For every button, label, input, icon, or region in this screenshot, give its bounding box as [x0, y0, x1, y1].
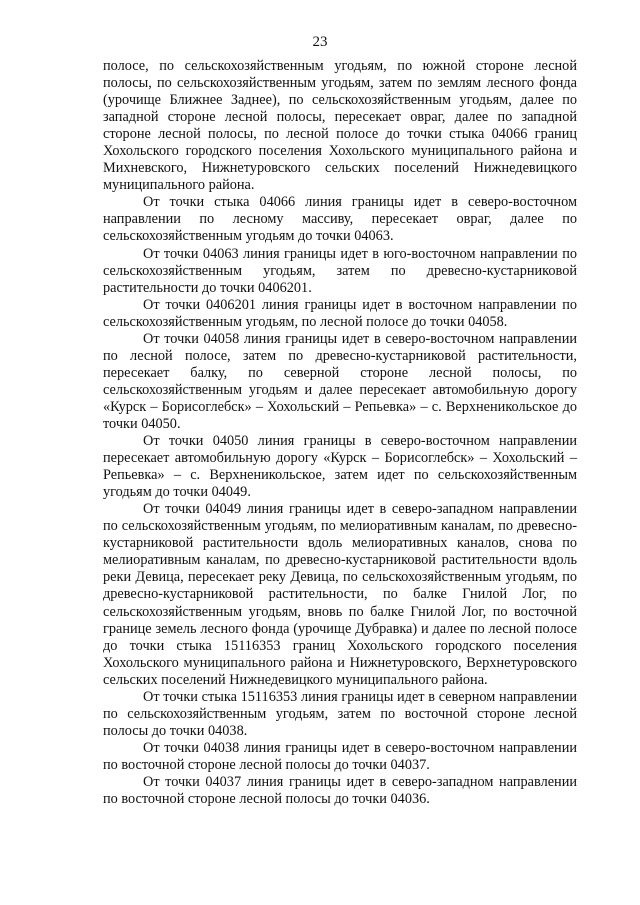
paragraph: От точки 04049 линия границы идет в северо-западном направлении по сельскохозяйственным угодьям, по мелиоративным каналам, по древесно-кустарниковой растительности вдоль мелиоративных каналов, снова по мелиоративным каналам, по древесно-кустарниковой растительности вдоль реки Девица, пересекает реку Девица, по сельскохозяйственным угодьям, по древесно-кустарниковой растительности, по балке Гнилой Лог, по сельскохозяйственным угодьям, вновь по балке Гнилой Лог, по восточной границе земель лесного фонда (урочище Дубравка) и далее по лесной полосе до точки стыка 15116353 границ Хохольского городского поселения Хохольского муниципального района и Нижнетуровского, Верхнетуровского сельских поселений Нижнедевицкого муниципального района.: [103, 501, 577, 688]
document-body: [103, 58, 577, 808]
paragraph: От точки 04037 линия границы идет в северо-западном направлении по восточной стороне лесной полосы до точки 04036.: [103, 773, 577, 808]
paragraph: От точки 04058 линия границы идет в северо-восточном направлении по лесной полосе, затем по древесно-кустарниковой растительности, пересекает балку, по северной стороне лесной полосы, по сельскохозяйственным угодьям и далее пересекает автомобильную дорогу «Курск – Борисоглебск» – Хохольский – Репьевка» – с. Верхненикольское до точки 04050.: [103, 330, 577, 432]
paragraph: От точки стыка 04066 линия границы идет в северо-восточном направлении по лесному массиву, пересекает овраг, далее по сельскохозяйственным угодьям до точки 04063.: [103, 194, 577, 245]
paragraph: От точки 04050 линия границы в северо-восточном направлении пересекает автомобильную дорогу «Курск – Борисоглебск» – Хохольский – Репьевка» – с. Верхненикольское, затем идет по сельскохозяйственным угодьям до точки 04049.: [103, 433, 577, 501]
paragraph: От точки 04038 линия границы идет в северо-восточном направлении по восточной стороне лесной полосы до точки 04037.: [103, 739, 577, 773]
paragraph: От точки 0406201 линия границы идет в восточном направлении по сельскохозяйственным угодьям, по лесной полосе до точки 04058.: [103, 296, 577, 330]
paragraph: От точки стыка 15116353 линия границы идет в северном направлении по сельскохозяйственным угодьям, затем по восточной стороне лесной полосы до точки 04038.: [103, 688, 577, 739]
paragraph-continued: полосе, по сельскохозяйственным угодьям, по южной стороне лесной полосы, по сельскохозяйственным угодьям, затем по землям лесного фонда (урочище Ближнее Заднее), по сельскохозяйственным угодьям, далее по западной стороне лесной полосы, пересекает овраг, далее по западной стороне лесной полосы, по лесной полосе до точки стыка 04066 границ Хохольского городского поселения Хохольского муниципального района и Михневского, Нижнетуровского сельских поселений Нижнедевицкого муниципального района.: [103, 58, 577, 194]
page-number: 23: [312, 34, 328, 50]
paragraph: От точки 04063 линия границы идет в юго-восточном направлении по сельскохозяйственным угодьям, затем по древесно-кустарниковой растительности до точки 0406201.: [103, 245, 577, 296]
